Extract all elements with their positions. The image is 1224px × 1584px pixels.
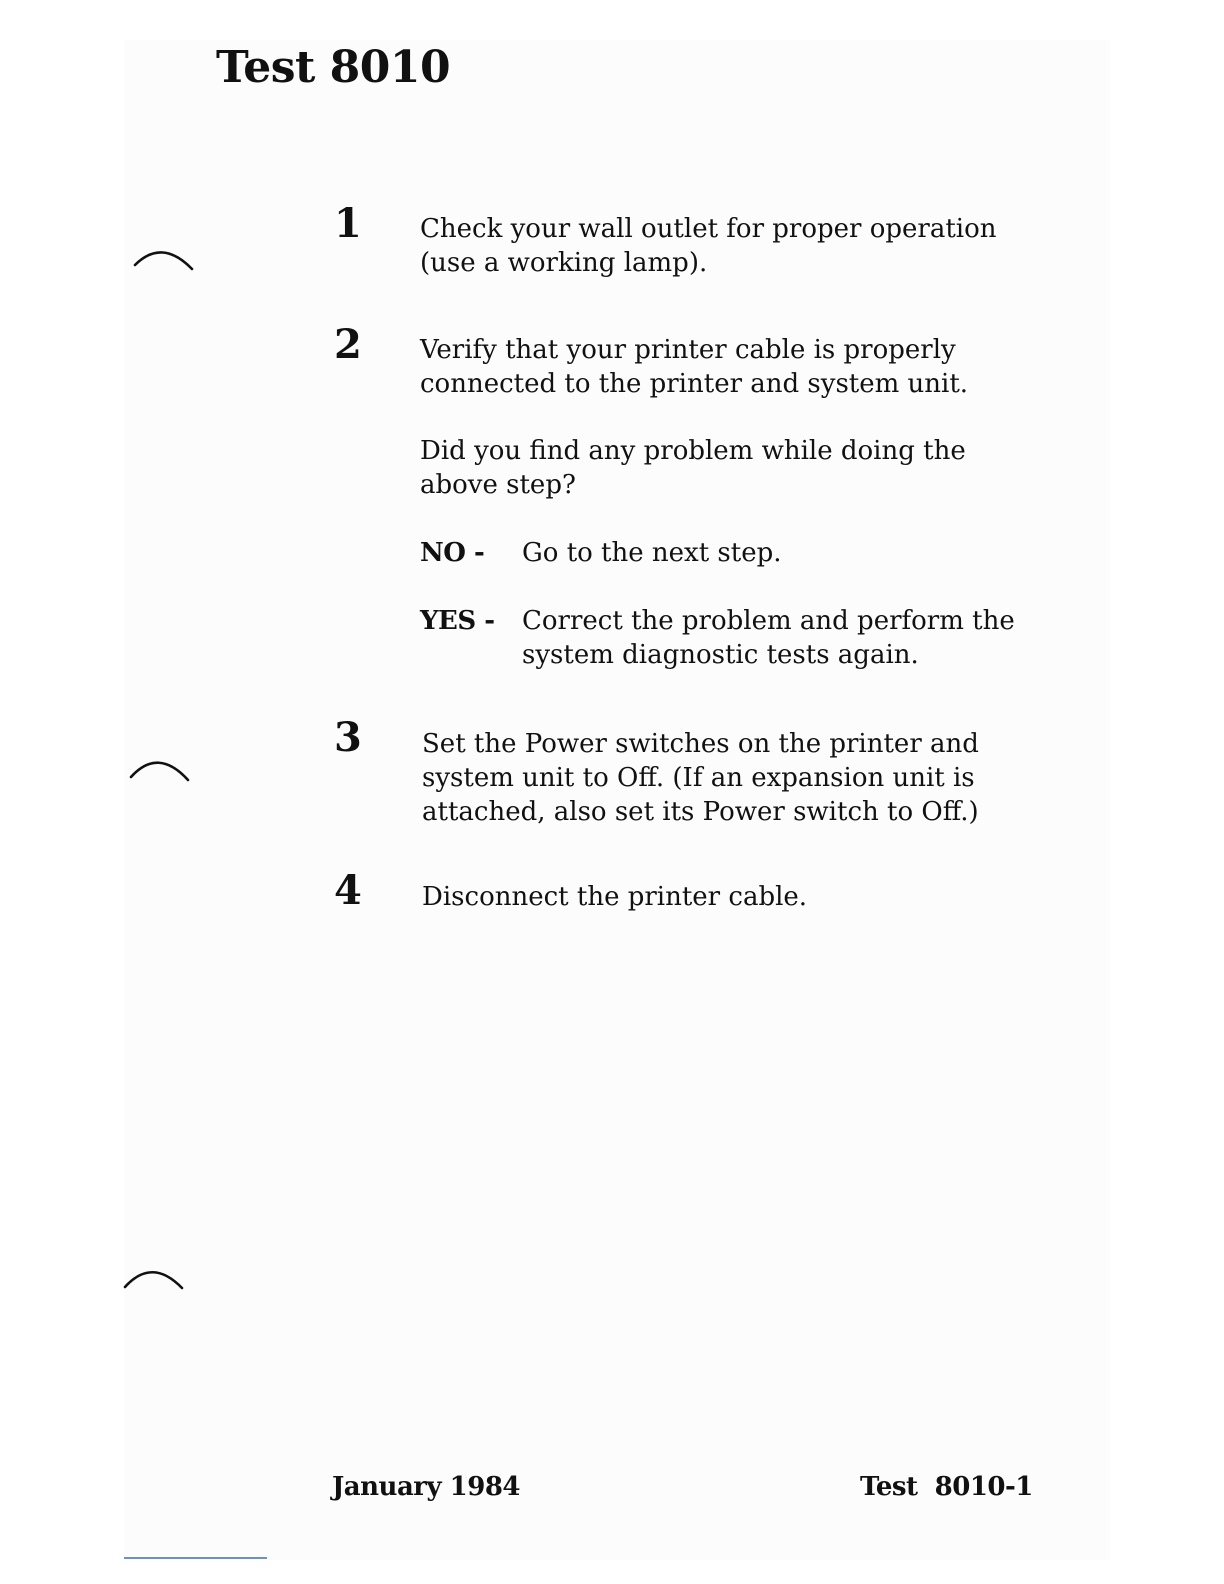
answer-no-text: Go to the next step.: [522, 538, 782, 568]
step-text: Verify that your printer cable is properly connected to the printer and system unit.: [420, 335, 969, 399]
step-number: 2: [334, 321, 362, 368]
binder-punch-hole-icon: [122, 1263, 192, 1293]
answer-yes-label: YES -: [420, 606, 495, 636]
page-title: Test 8010: [216, 42, 451, 93]
step-text: Check your wall outlet for proper operation (use a working lamp).: [420, 214, 997, 278]
footer-date: January 1984: [332, 1472, 521, 1502]
binder-punch-hole-icon: [132, 244, 202, 274]
step-question: Did you find any problem while doing the above step?: [420, 436, 966, 500]
step-number: 3: [334, 714, 362, 761]
step-number: 1: [334, 200, 362, 247]
step-text: Disconnect the printer cable.: [422, 882, 808, 912]
binder-punch-hole-icon: [128, 753, 198, 783]
answer-yes-text: Correct the problem and perform the system diagnostic tests again.: [522, 606, 1015, 670]
answer-no-label: NO -: [420, 538, 485, 568]
footer-page-number: Test 8010-1: [860, 1472, 1033, 1502]
bottom-rule: [124, 1557, 267, 1559]
step-text: Set the Power switches on the printer and system unit to Off. (If an expansion unit is attached, also set its Power switch to Off.): [422, 729, 979, 827]
step-number: 4: [334, 867, 362, 914]
